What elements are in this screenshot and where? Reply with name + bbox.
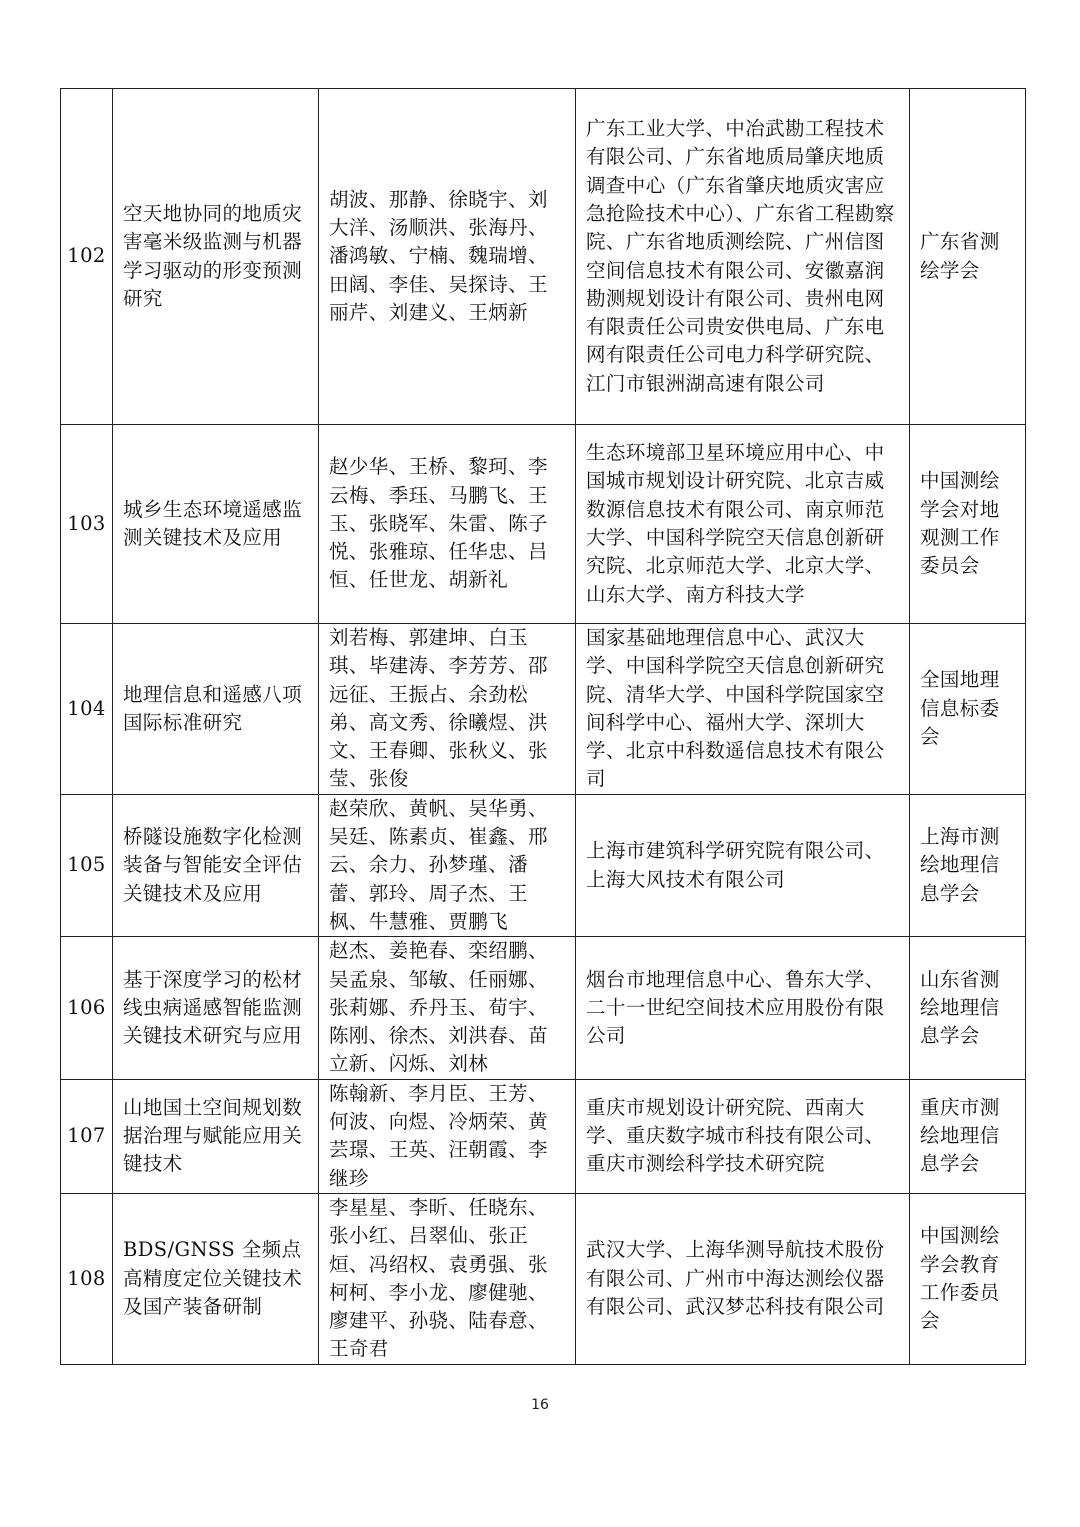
table-row <box>61 937 1026 1079</box>
table-row <box>61 1193 1026 1364</box>
institutions: 上海市建筑科学研究院有限公司、上海大风技术有限公司 <box>576 794 910 936</box>
table-row <box>61 624 1026 795</box>
page-number: 16 <box>531 1397 549 1413</box>
table-row <box>61 1079 1026 1193</box>
row-number: 107 <box>61 1079 113 1193</box>
row-number: 103 <box>61 425 113 624</box>
table-row <box>61 89 1026 425</box>
project-name: BDS/GNSS 全频点高精度定位关键技术及国产装备研制 <box>113 1193 319 1364</box>
awards-table <box>60 88 1026 1365</box>
row-number: 106 <box>61 937 113 1079</box>
project-name: 基于深度学习的松材线虫病遥感智能监测关键技术研究与应用 <box>113 937 319 1079</box>
institutions: 国家基础地理信息中心、武汉大学、中国科学院空天信息创新研究院、清华大学、中国科学院国家空间科学中心、福州大学、深圳大学、北京中科数遥信息技术有限公司 <box>576 624 910 795</box>
contributors: 赵杰、姜艳春、栾绍鹏、吴孟泉、邹敏、任丽娜、张莉娜、乔丹玉、荀宇、陈刚、徐杰、刘洪春、苗立新、闪烁、刘林 <box>319 937 576 1079</box>
project-name: 山地国土空间规划数据治理与赋能应用关键技术 <box>113 1079 319 1193</box>
contributors: 陈翰新、李月臣、王芳、何波、向煜、冷炳荣、黄芸璟、王英、汪朝霞、李继珍 <box>319 1079 576 1193</box>
nominating-unit: 重庆市测绘地理信息学会 <box>910 1079 1026 1193</box>
nominating-unit: 全国地理信息标委会 <box>910 624 1026 795</box>
project-name: 空天地协同的地质灾害毫米级监测与机器学习驱动的形变预测研究 <box>113 89 319 425</box>
institutions: 生态环境部卫星环境应用中心、中国城市规划设计研究院、北京吉威数源信息技术有限公司、南京师范大学、中国科学院空天信息创新研究院、北京师范大学、北京大学、山东大学、南方科技大学 <box>576 425 910 624</box>
contributors: 李星星、李昕、任晓东、张小红、吕翠仙、张正烜、冯绍权、袁勇强、张柯柯、李小龙、廖健驰、廖建平、孙骁、陆春意、王奇君 <box>319 1193 576 1364</box>
table-row <box>61 794 1026 936</box>
contributors: 胡波、那静、徐晓宇、刘大洋、汤顺洪、张海丹、潘鸿敏、宁楠、魏瑞增、田阔、李佳、吴探诗、王丽芹、刘建义、王炳新 <box>319 89 576 425</box>
contributors: 刘若梅、郭建坤、白玉琪、毕建涛、李芳芳、邵远征、王振占、余劲松弟、高文秀、徐曦煜、洪文、王春卿、张秋义、张莹、张俊 <box>319 624 576 795</box>
nominating-unit: 上海市测绘地理信息学会 <box>910 794 1026 936</box>
row-number: 108 <box>61 1193 113 1364</box>
row-number: 104 <box>61 624 113 795</box>
institutions: 广东工业大学、中冶武勘工程技术有限公司、广东省地质局肇庆地质调查中心（广东省肇庆地质灾害应急抢险技术中心）、广东省工程勘察院、广东省地质测绘院、广州信图空间信息技术有限公司、安徽嘉润勘测规划设计有限公司、贵州电网有限责任公司贵安供电局、广东电网有限责任公司电力科学研究院、江门市银洲湖高速有限公司 <box>576 89 910 425</box>
project-name: 桥隧设施数字化检测装备与智能安全评估关键技术及应用 <box>113 794 319 936</box>
institutions: 烟台市地理信息中心、鲁东大学、二十一世纪空间技术应用股份有限公司 <box>576 937 910 1079</box>
table-row <box>61 425 1026 624</box>
nominating-unit: 中国测绘学会教育工作委员会 <box>910 1193 1026 1364</box>
nominating-unit: 广东省测绘学会 <box>910 89 1026 425</box>
row-number: 102 <box>61 89 113 425</box>
row-number: 105 <box>61 794 113 936</box>
nominating-unit: 中国测绘学会对地观测工作委员会 <box>910 425 1026 624</box>
institutions: 重庆市规划设计研究院、西南大学、重庆数字城市科技有限公司、重庆市测绘科学技术研究院 <box>576 1079 910 1193</box>
project-name: 地理信息和遥感八项国际标准研究 <box>113 624 319 795</box>
institutions: 武汉大学、上海华测导航技术股份有限公司、广州市中海达测绘仪器有限公司、武汉梦芯科技有限公司 <box>576 1193 910 1364</box>
contributors: 赵少华、王桥、黎珂、李云梅、季珏、马鹏飞、王玉、张晓军、朱雷、陈子悦、张雅琼、任华忠、吕恒、任世龙、胡新礼 <box>319 425 576 624</box>
contributors: 赵荣欣、黄帆、吴华勇、吴廷、陈素贞、崔鑫、邢云、余力、孙梦瑾、潘蕾、郭玲、周子杰、王枫、牛慧雅、贾鹏飞 <box>319 794 576 936</box>
nominating-unit: 山东省测绘地理信息学会 <box>910 937 1026 1079</box>
project-name: 城乡生态环境遥感监测关键技术及应用 <box>113 425 319 624</box>
